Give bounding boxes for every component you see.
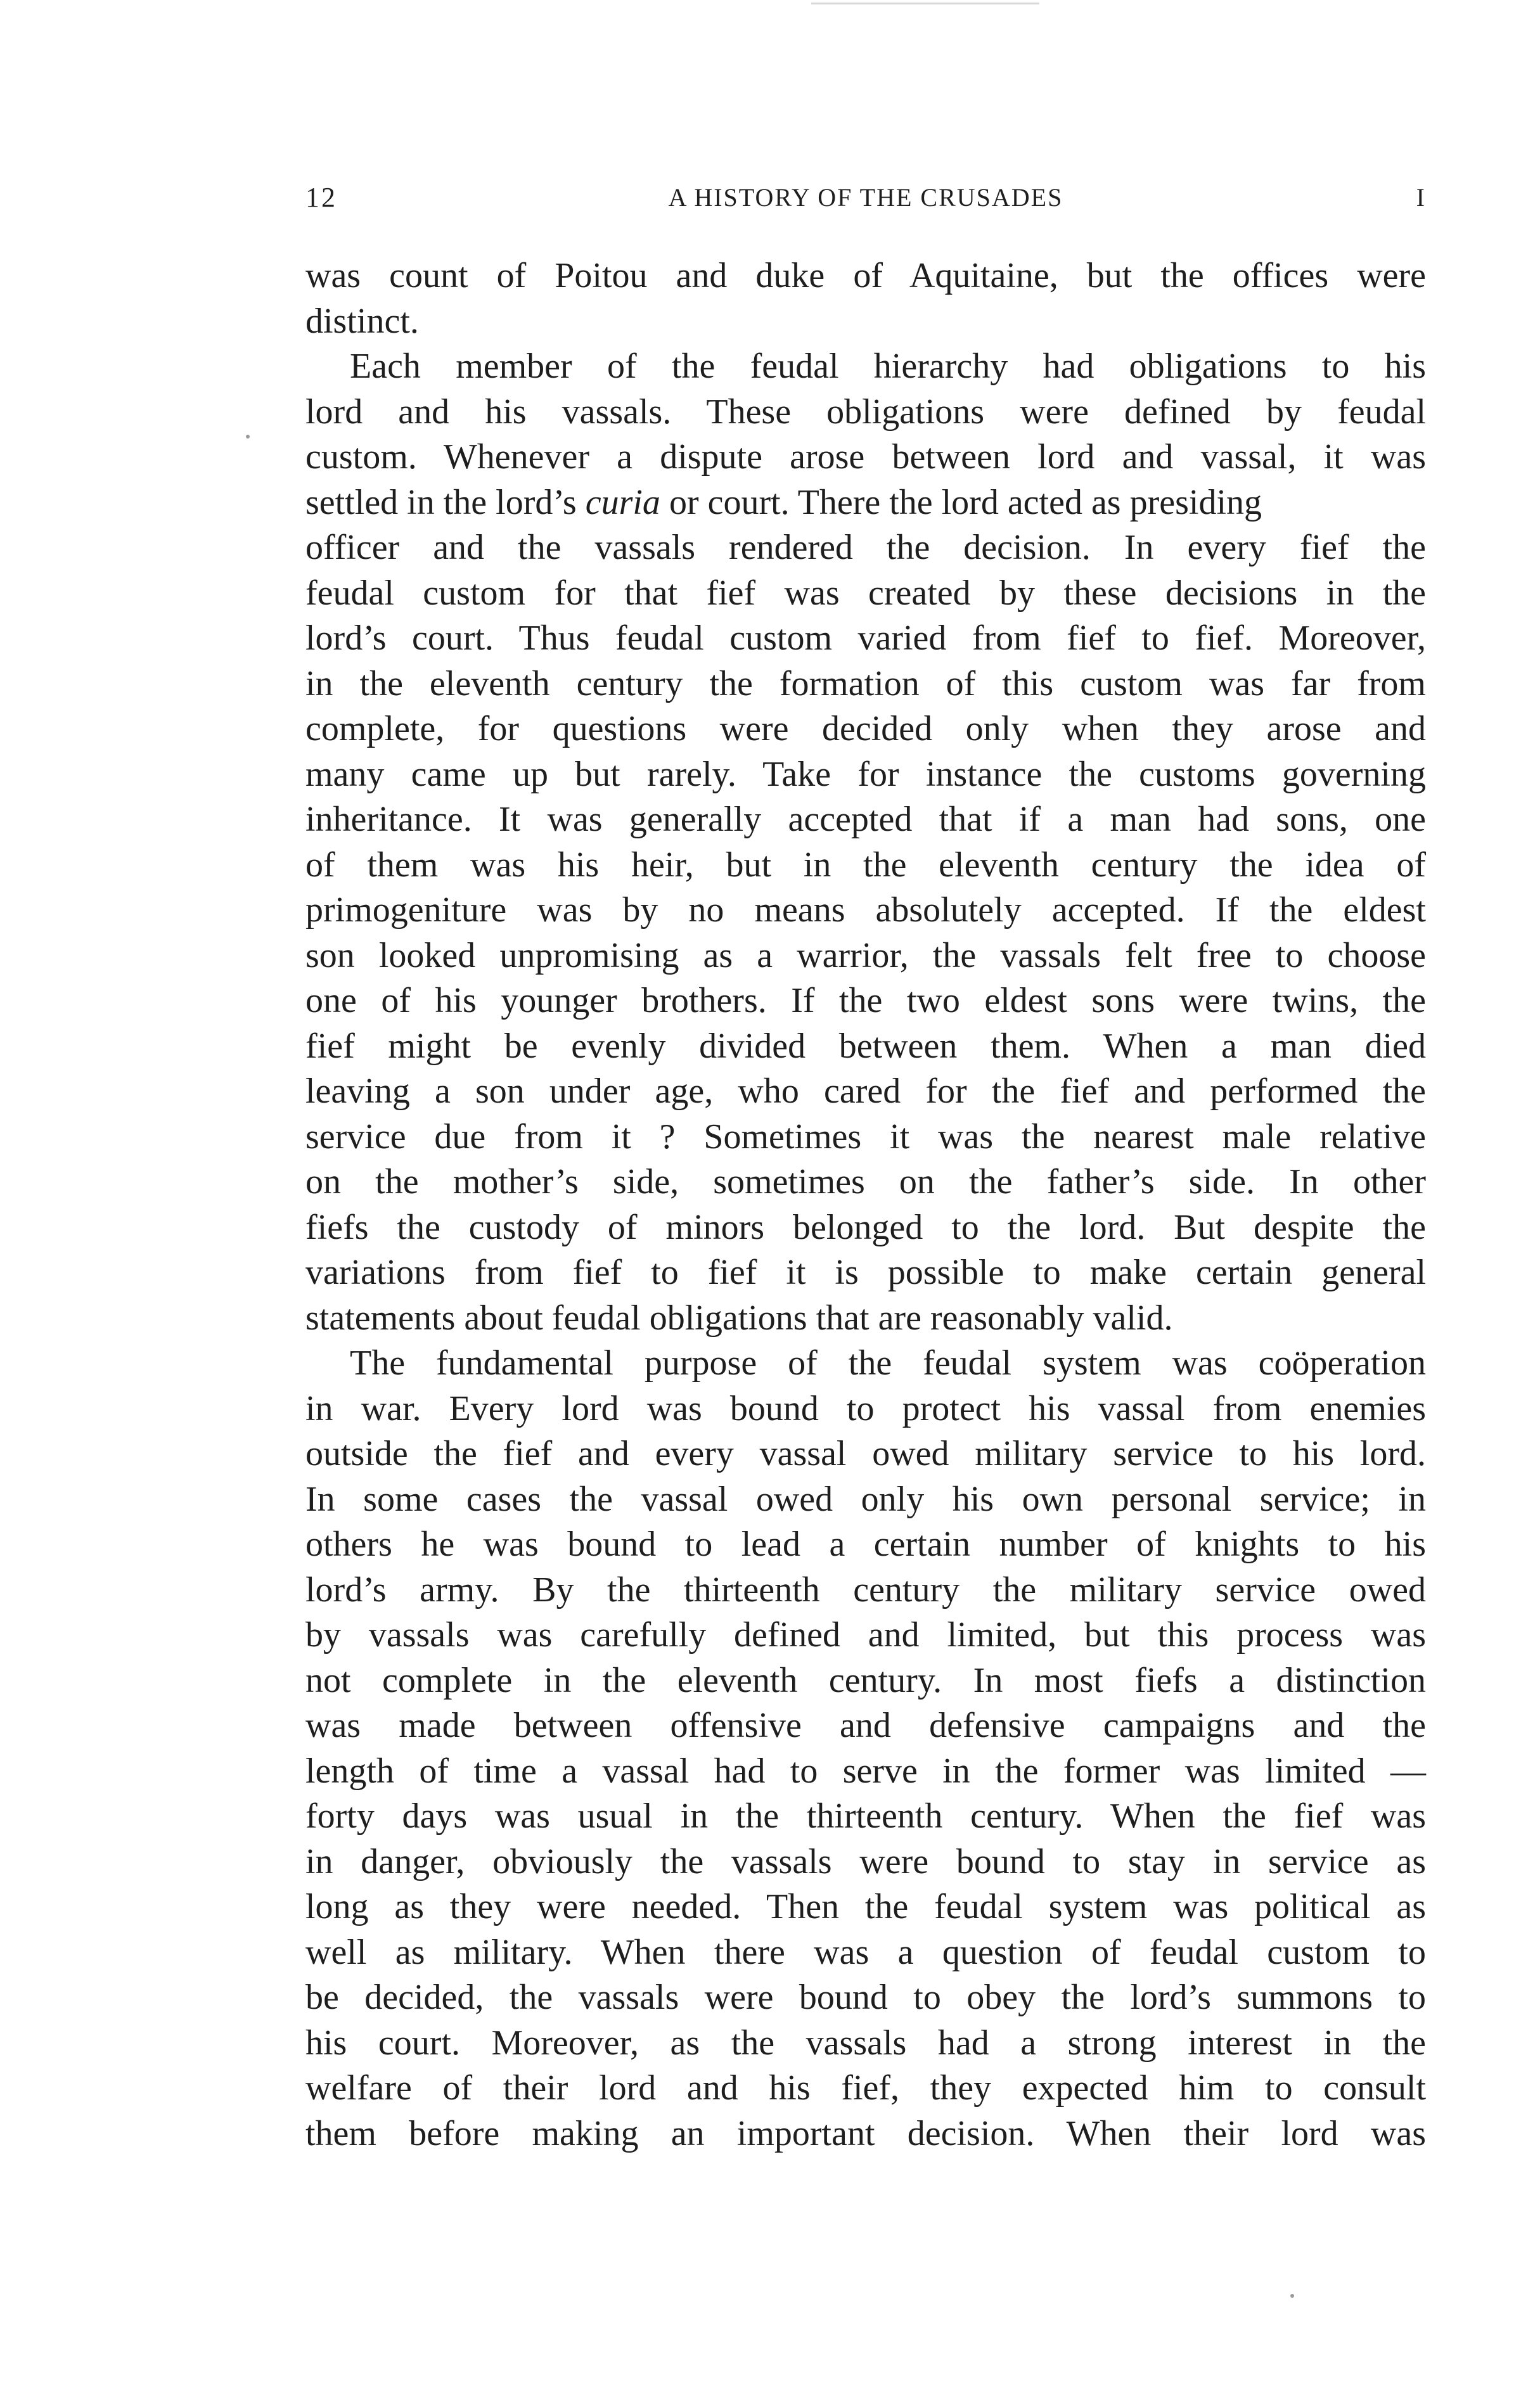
text-line: variations from fief to fief it is possible to make certain general [305,1253,1426,1292]
text-line: complete, for questions were decided only when they arose and [305,709,1426,748]
text-line: not complete in the eleventh century. In most fiefs a distinction [305,1660,1426,1700]
text-line: many came up but rarely. Take for instance the customs governing [305,754,1426,794]
text-line: officer and the vassals rendered the decision. In every fief the [305,528,1426,567]
text-line: forty days was usual in the thirteenth century. When the fief was [305,1796,1426,1836]
text-line: on the mother’s side, sometimes on the father’s side. In other [305,1162,1426,1201]
text-line: well as military. When there was a question of feudal custom to [305,1932,1426,1972]
text-line: them before making an important decision. When their lord was [305,2113,1426,2153]
part-number: I [1416,183,1426,212]
scan-speck [1290,2294,1294,2298]
text-line: his court. Moreover, as the vassals had a strong interest in the [305,2023,1426,2063]
text-line: in war. Every lord was bound to protect his vassal from enemies [305,1388,1426,1428]
text-line: service due from it ? Sometimes it was the nearest male relative [305,1117,1426,1156]
text-line-with-italic [305,480,1426,526]
text-line: fiefs the custody of minors belonged to the lord. But despite the [305,1207,1426,1247]
text-line: lord and his vassals. These obligations were defined by feudal [305,392,1426,432]
text-line: length of time a vassal had to serve in the former was limited — [305,1751,1426,1791]
text-line: in the eleventh century the formation of this custom was far from [305,663,1426,703]
page-number: 12 [305,182,337,213]
text-line: be decided, the vassals were bound to obey the lord’s summons to [305,1978,1426,2017]
text-line: In some cases the vassal owed only his own personal service; in [305,1479,1426,1519]
text-line: Each member of the feudal hierarchy had obligations to his [350,347,1426,386]
scan-speck [246,435,250,439]
text-line: was made between offensive and defensive campaigns and the [305,1706,1426,1745]
text-line: outside the fief and every vassal owed military service to his lord. [305,1434,1426,1473]
text-line: statements about feudal obligations that are reasonably valid. [305,1298,1173,1338]
scan-edge-mark [811,3,1039,4]
text-line: in danger, obviously the vassals were bound to stay in service as [305,1841,1426,1881]
text-line: lord’s court. Thus feudal custom varied from fief to fief. Moreover, [305,618,1426,658]
text-line: son looked unpromising as a warrior, the vassals felt free to choose [305,935,1426,975]
text-line: long as they were needed. Then the feudal system was political as [305,1887,1426,1926]
italic-term: curia [585,482,660,522]
text-line: welfare of their lord and his fief, they expected him to consult [305,2068,1426,2108]
text-span: settled in the lord’s [305,482,577,522]
text-line: others he was bound to lead a certain number of knights to his [305,1525,1426,1564]
text-line: was count of Poitou and duke of Aquitaine, but the offices were [305,256,1426,295]
running-title: A HISTORY OF THE CRUSADES [668,183,1063,212]
text-line: of them was his heir, but in the eleventh century the idea of [305,845,1426,885]
text-line: lord’s army. By the thirteenth century the military service owed [305,1570,1426,1610]
text-line: fief might be evenly divided between them. When a man died [305,1026,1426,1066]
text-line: primogeniture was by no means absolutely accepted. If the eldest [305,890,1426,930]
text-line: feudal custom for that fief was created by these decisions in the [305,573,1426,613]
text-line: distinct. [305,301,419,341]
text-line: custom. Whenever a dispute arose between lord and vassal, it was [305,437,1426,477]
text-line: The fundamental purpose of the feudal system was coöperation [350,1343,1426,1383]
running-head [305,179,1426,217]
text-line: by vassals was carefully defined and limited, but this process was [305,1615,1426,1655]
text-line: leaving a son under age, who cared for the fief and performed the [305,1072,1426,1111]
text-line: inheritance. It was generally accepted that if a man had sons, one [305,800,1426,839]
text-line: one of his younger brothers. If the two eldest sons were twins, the [305,981,1426,1020]
body-text [305,253,1426,2156]
text-span: or court. There the lord acted as presiding [669,482,1262,522]
